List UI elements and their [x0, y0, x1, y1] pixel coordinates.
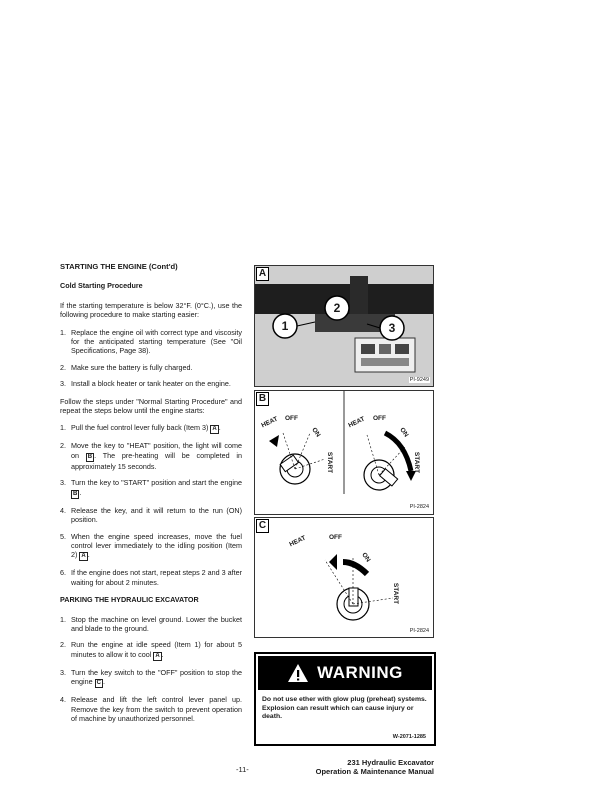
- figure-a-control-levers: [254, 265, 434, 387]
- list-item: 2. Make sure the battery is fully charged.: [60, 362, 193, 372]
- list-item: 4. Release and lift the left control lever panel up. Remove the key from the switch to prevent operation of machine by unauthorized personnel.: [60, 695, 242, 723]
- cold-start-steps: [60, 328, 242, 389]
- heat-label: HEAT: [288, 534, 307, 549]
- figure-number: PI-9249: [409, 377, 429, 383]
- warning-text: Do not use ether with glow plug (preheat) systems. Explosion can result which can cause injury or death.: [262, 696, 427, 720]
- cold-start-title: Cold Starting Procedure: [60, 281, 143, 291]
- text-column: [60, 262, 242, 731]
- warning-label: WARNING: [317, 663, 403, 682]
- figure-number: PI-2824: [409, 504, 429, 510]
- on-label: ON: [360, 551, 372, 564]
- off-label: OFF: [285, 415, 298, 422]
- figure-letter: B: [256, 392, 269, 406]
- warning-code: W-2071-1285: [392, 734, 426, 740]
- figure-ref: A: [81, 553, 86, 560]
- figure-ref: B: [87, 453, 93, 460]
- list-item: 3. Install a block heater or tank heater on the engine.: [60, 379, 231, 389]
- callout-2: 2: [333, 301, 341, 315]
- figure-c-key-switch-off: [254, 517, 434, 638]
- off-label: OFF: [329, 534, 342, 541]
- start-label: START: [326, 451, 334, 474]
- model-name: 231 Hydraulic Excavator: [347, 758, 434, 767]
- figure-number: PI-2824: [409, 628, 429, 634]
- on-label: ON: [310, 426, 322, 439]
- list-item: 2. Move the key to "HEAT" position, the light will come on B . The pre-heating will be completed in approximately 15 seconds.: [60, 441, 243, 471]
- key-switch-off-diagram: [255, 518, 433, 637]
- list-item: 6. If the engine does not start, repeat steps 2 and 3 after waiting for about 2 minutes.: [60, 568, 243, 587]
- heat-label: HEAT: [260, 415, 279, 430]
- section-title: STARTING THE ENGINE (Cont'd): [60, 262, 178, 271]
- warning-triangle-icon: [287, 663, 309, 683]
- off-label: OFF: [373, 415, 386, 422]
- callout-1: 1: [281, 319, 289, 333]
- follow-steps-text: Follow the steps under "Normal Starting Procedure" and repeat the steps below until the engine starts:: [60, 396, 242, 416]
- callout-3: 3: [388, 321, 396, 335]
- start-label: START: [413, 451, 421, 474]
- list-item: 4. Release the key, and it will return to the run (ON) position.: [60, 505, 242, 525]
- key-switch-diagram: [255, 391, 433, 514]
- list-item: 3. Turn the key switch to the "OFF" position to stop the engine C .: [60, 667, 242, 687]
- list-item: 1. Stop the machine on level ground. Lower the bucket and blade to the ground.: [60, 614, 242, 633]
- figure-ref: B: [73, 490, 78, 497]
- figure-ref: A: [155, 652, 160, 659]
- figure-letter: A: [256, 267, 269, 281]
- list-item: 3. Turn the key to "START" position and start the engine B .: [60, 478, 242, 497]
- figure-ref: C: [96, 680, 101, 687]
- on-label: ON: [398, 426, 410, 439]
- start-steps: [60, 423, 242, 587]
- list-item: 2. Run the engine at idle speed (Item 1) for about 5 minutes to allow it to cool A .: [60, 640, 242, 659]
- figure-ref: A: [212, 426, 217, 433]
- list-item: 1. Replace the engine oil with correct type and viscosity for the anticipated starting temperature (See "Oil Specifications, Page 38).: [60, 327, 242, 356]
- footer-title: [306, 758, 434, 776]
- start-label: START: [392, 582, 400, 605]
- figure-b-key-switch: [254, 390, 434, 515]
- parking-title: PARKING THE HYDRAULIC EXCAVATOR: [60, 595, 199, 605]
- page-number: -11-: [236, 765, 249, 774]
- list-item: 1. Pull the fuel control lever fully back (Item 3) A .: [60, 423, 221, 433]
- manual-name: Operation & Maintenance Manual: [315, 767, 434, 776]
- list-item: 5. When the engine speed increases, move the fuel control lever immediately to the idling position (Item 2) A .: [60, 531, 242, 560]
- warning-box: [254, 652, 436, 746]
- parking-steps: [60, 615, 242, 724]
- heat-label: HEAT: [347, 415, 366, 430]
- figure-letter: C: [256, 519, 269, 533]
- cold-start-intro: If the starting temperature is below 32°F. (0°C.), use the following procedure to make starting easier:: [60, 300, 242, 320]
- warning-header: [258, 656, 432, 690]
